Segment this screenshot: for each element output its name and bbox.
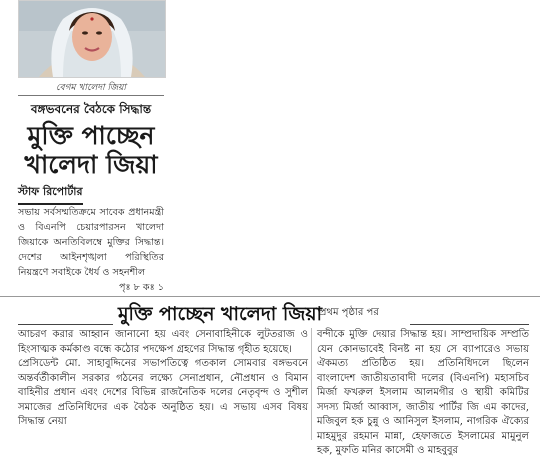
lead-paragraph xyxy=(18,205,164,295)
left-paragraph-2: প্রেসিডেন্ট মো. সাহাবুদ্দিনের সভাপতিত্বে গতকাল সোমবার বঙ্গভবনে অন্তর্বর্তীকালীন সরকার গঠনের লক্ষ্যে সেনাপ্রধান, নৌপ্রধান ও বিমান বাহিনীর প্রধান এবং দেশের বিভিন্ন রাজনৈতিক দলের নেতৃবৃন্দ ও সুশীল সমাজের প্রতিনিধিদের এক বৈঠক অনুষ্ঠিত হয়। এ সভায় এসব বিষয় সিদ্ধান্ত নেয়া xyxy=(18,358,308,427)
article-headline xyxy=(18,121,164,179)
caption-divider xyxy=(18,95,164,96)
heading-rule-left xyxy=(18,324,113,325)
heading-rule-right xyxy=(410,324,529,325)
left-paragraph-1: আচরণ করার আহ্বান জানানো হয় এবং সেনাবাহিনীকে লুটতরাজ ও হিংসাত্মক কর্মকাণ্ড বন্ধে কঠোর পদক্ষেপ গ্রহণের সিদ্ধান্ত গৃহীত হয়েছে। xyxy=(18,329,308,355)
section-divider xyxy=(0,296,540,297)
article-kicker: বঙ্গভবনের বৈঠকে সিদ্ধান্ত xyxy=(30,102,152,116)
portrait-illustration xyxy=(19,1,165,77)
headline-line-2: খালেদা জিয়া xyxy=(24,150,158,179)
column-divider xyxy=(311,328,312,440)
right-column xyxy=(317,328,529,456)
continuation-note: প্রথম পৃষ্ঠার পর xyxy=(319,307,379,318)
byline: স্টাফ রিপোর্টার xyxy=(18,183,83,205)
continuation-heading: মুক্তি পাচ্ছেন খালেদা জিয়া xyxy=(118,303,323,325)
lead-text: সভায় সর্বসম্মতিক্রমে সাবেক প্রধানমন্ত্রী ও বিএনপি চেয়ারপারসন খালেদা জিয়াকে অনতিবিলম্বে মুক্তির সিদ্ধান্ত। দেশের আইনশৃঙ্খলা পরিস্থিতির নিয়ন্ত্রণে সবাইকে ধৈর্য ও সহনশীল xyxy=(18,207,164,278)
portrait-photo xyxy=(18,0,166,78)
photo-caption: বেগম খালেদা জিয়া xyxy=(56,83,126,93)
left-column xyxy=(18,328,308,440)
headline-line-1: মুক্তি পাচ্ছেন xyxy=(27,121,155,150)
page-reference: পৃঃ ৮ কঃ ১ xyxy=(118,282,164,293)
right-paragraph-1: বন্দীকে মুক্তি দেয়ার সিদ্ধান্ত হয়। সাম্প্রদায়িক সম্প্রতি যেন কোনভাবেই বিনষ্ট না হয় সে ব্যাপারেও সভায় ঐকমত্য প্রতিষ্ঠিত হয়। প্রতিনিধিদলে ছিলেন বাংলাদেশ জাতীয়তাবাদী দলের (বিএনপি) মহাসচিব মির্জা ফখরুল ইসলাম আলমগীর ও স্থায়ী কমিটির সদস্য মির্জা আব্বাস, জাতীয় পার্টির জি এম কাদের, মজিবুল হক চুন্নু ও আনিসুল ইসলাম, নাগরিক ঐক্যের মাহমুদুর রহমান মান্না, হেফাজতে ইসলামের মামুনুল হক, মুফতি মনির কাসেমী ও মাহবুবুর xyxy=(317,329,529,456)
